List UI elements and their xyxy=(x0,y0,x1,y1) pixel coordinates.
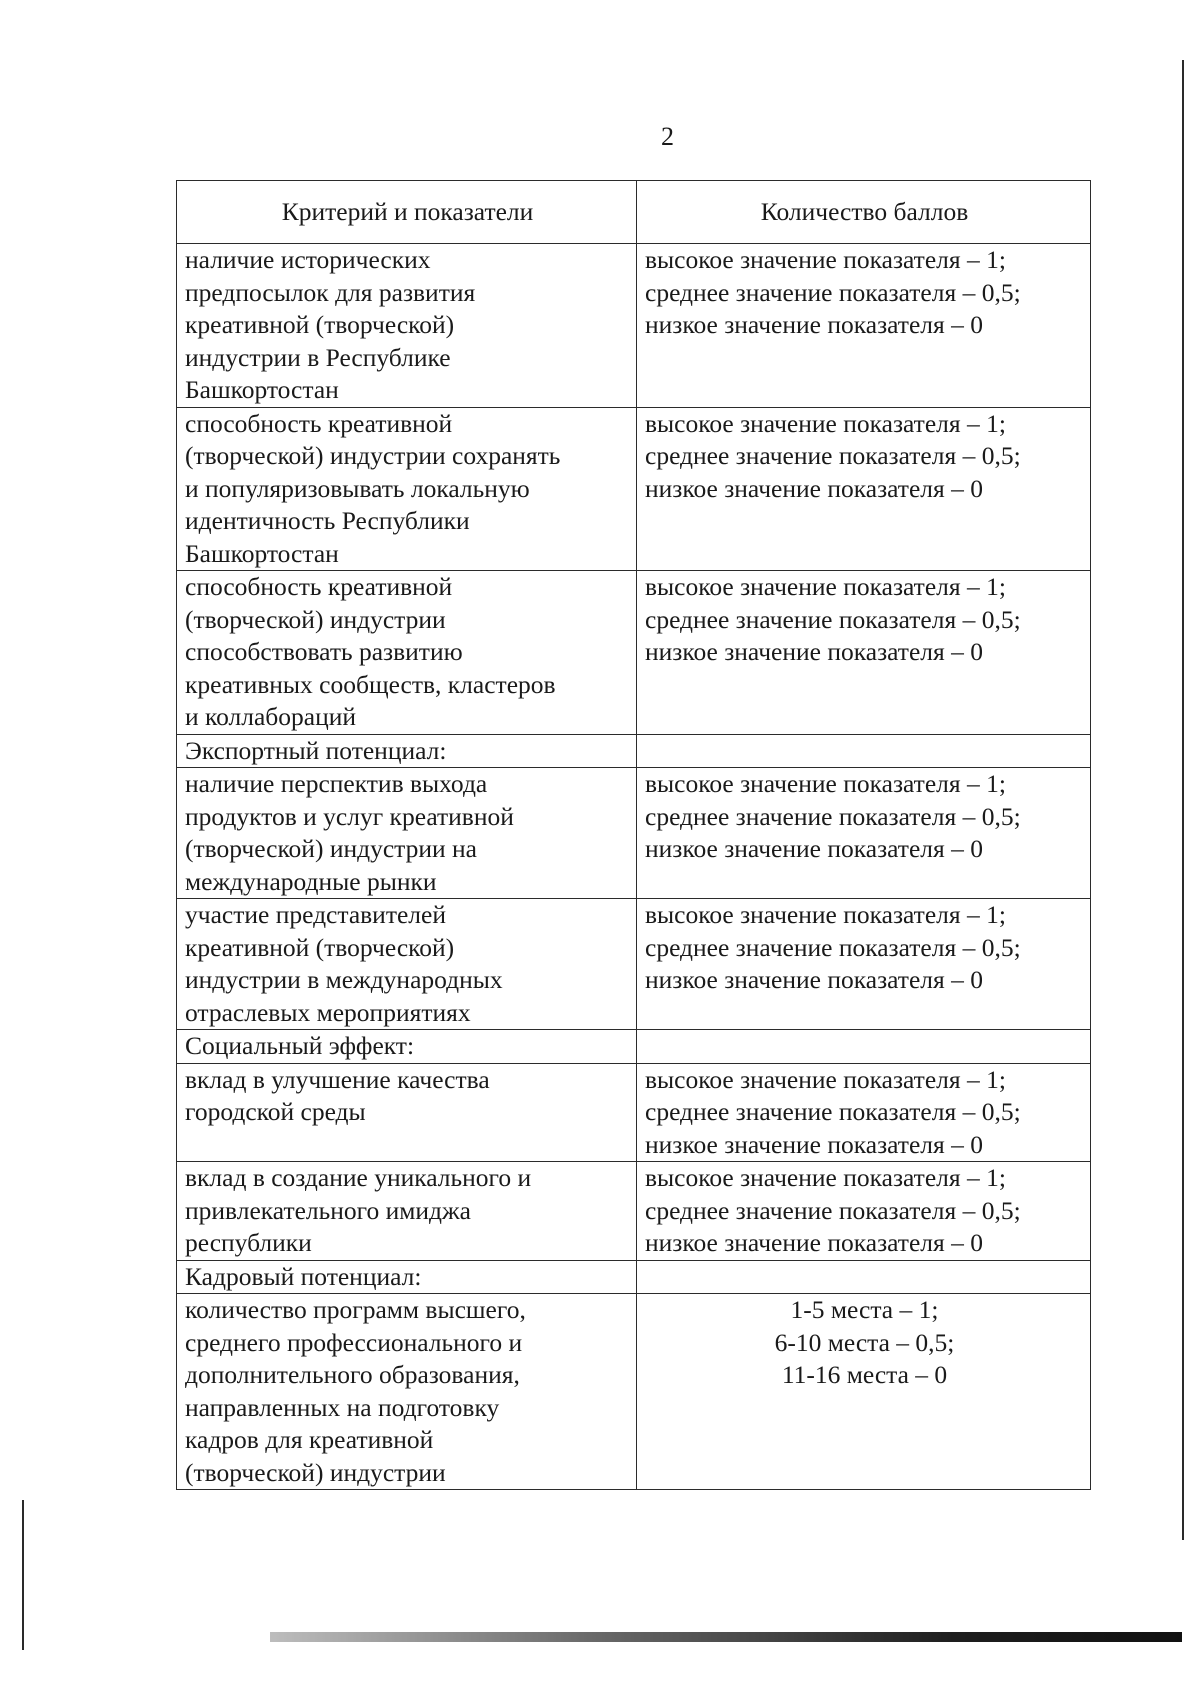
criterion-cell: наличие перспектив выхода продуктов и услуг креативной (творческой) индустрии на международные рынки xyxy=(177,768,637,899)
scan-edge-line xyxy=(1182,60,1184,1540)
table-row xyxy=(177,1063,1091,1162)
table-row xyxy=(177,1294,1091,1490)
section-header-row xyxy=(177,734,1091,768)
criterion-cell: участие представителей креативной (творческой) индустрии в международных отраслевых мероприятиях xyxy=(177,899,637,1030)
criteria-table xyxy=(176,180,1091,1490)
column-header-points: Количество баллов xyxy=(637,181,1091,244)
score-cell: 1-5 места – 1; 6-10 места – 0,5; 11-16 места – 0 xyxy=(637,1294,1091,1490)
table-row xyxy=(177,407,1091,571)
criterion-cell: вклад в улучшение качества городской среды xyxy=(177,1063,637,1162)
table-row xyxy=(177,1162,1091,1261)
score-cell xyxy=(637,1030,1091,1064)
criterion-cell: количество программ высшего, среднего профессионального и дополнительного образования, направленных на подготовку кадров для креативной (творческой) индустрии xyxy=(177,1294,637,1490)
table-header-row xyxy=(177,181,1091,244)
section-heading-social: Социальный эффект: xyxy=(177,1030,637,1064)
table-row xyxy=(177,571,1091,735)
score-cell: высокое значение показателя – 1; среднее значение показателя – 0,5; низкое значение показателя – 0 xyxy=(637,407,1091,571)
criterion-cell: способность креативной (творческой) индустрии сохранять и популяризовывать локальную идентичность Республики Башкортостан xyxy=(177,407,637,571)
table-row xyxy=(177,899,1091,1030)
table-row xyxy=(177,244,1091,408)
score-cell: высокое значение показателя – 1; среднее значение показателя – 0,5; низкое значение показателя – 0 xyxy=(637,1162,1091,1261)
criterion-cell: наличие исторических предпосылок для развития креативной (творческой) индустрии в Республике Башкортостан xyxy=(177,244,637,408)
score-cell: высокое значение показателя – 1; среднее значение показателя – 0,5; низкое значение показателя – 0 xyxy=(637,768,1091,899)
score-cell: высокое значение показателя – 1; среднее значение показателя – 0,5; низкое значение показателя – 0 xyxy=(637,244,1091,408)
section-header-row xyxy=(177,1260,1091,1294)
score-cell xyxy=(637,734,1091,768)
section-heading-export: Экспортный потенциал: xyxy=(177,734,637,768)
score-cell: высокое значение показателя – 1; среднее значение показателя – 0,5; низкое значение показателя – 0 xyxy=(637,571,1091,735)
criterion-cell: способность креативной (творческой) индустрии способствовать развитию креативных сообществ, кластеров и коллабораций xyxy=(177,571,637,735)
section-header-row xyxy=(177,1030,1091,1064)
score-cell: высокое значение показателя – 1; среднее значение показателя – 0,5; низкое значение показателя – 0 xyxy=(637,899,1091,1030)
column-header-criteria: Критерий и показатели xyxy=(177,181,637,244)
criterion-cell: вклад в создание уникального и привлекательного имиджа республики xyxy=(177,1162,637,1261)
scan-edge-line xyxy=(22,1500,24,1650)
score-cell xyxy=(637,1260,1091,1294)
page-number: 2 xyxy=(661,122,674,151)
section-heading-personnel: Кадровый потенциал: xyxy=(177,1260,637,1294)
table-row xyxy=(177,768,1091,899)
score-cell: высокое значение показателя – 1; среднее значение показателя – 0,5; низкое значение показателя – 0 xyxy=(637,1063,1091,1162)
scan-shadow-bar xyxy=(270,1632,1182,1642)
